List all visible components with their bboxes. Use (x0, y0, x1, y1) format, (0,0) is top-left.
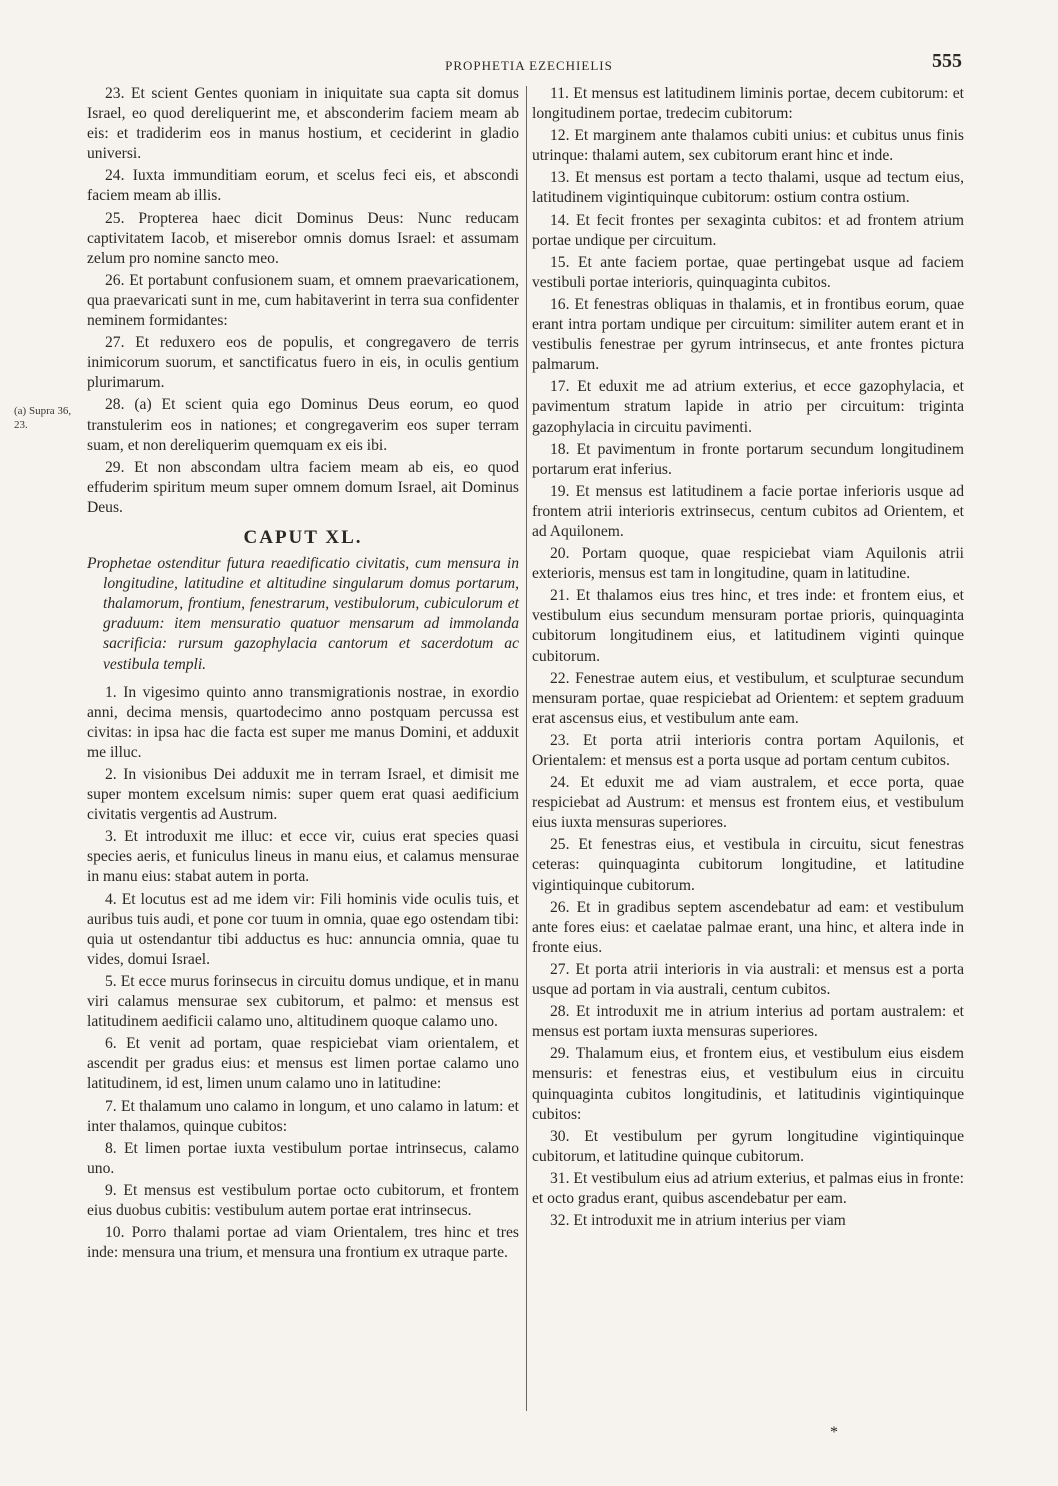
signature-mark: * (830, 1424, 838, 1441)
verse: 17. Et eduxit me ad atrium exterius, et ecce gazophylacia, et pavimentum stratum lapide in atrio per circuitum: triginta gazophylacia in circuitu pavimenti. (532, 378, 964, 436)
verse: 11. Et mensus est latitudinem liminis portae, decem cubitorum: et longitudinem portae, tredecim cubitorum: (532, 85, 964, 123)
verse: 4. Et locutus est ad me idem vir: Fili hominis vide oculis tuis, et auribus tuis audi, et pone cor tuum in omnia, quae ego ostendam tibi: quia ut ostendantur tibi adductus es huc: annuncia omnia, quae tu vides, domui Israel. (87, 890, 519, 968)
verse: 24. Et eduxit me ad viam australem, et ecce porta, quae respiciebat ad Austrum: et mensus est frontem eius, et vestibulum eius iuxta mensuras superiores. (532, 774, 964, 832)
verse: 27. Et porta atrii interioris in via australi: et mensus est a porta usque ad portam in via australi, centum cubitos. (532, 960, 964, 999)
verse: 8. Et limen portae iuxta vestibulum portae intrinsecus, calamo uno. (87, 1139, 519, 1177)
right-column (532, 84, 964, 1233)
verse: 22. Fenestrae autem eius, et vestibulum, et sculpturae secundum mensuram portae, quae respiciebat ad Orientem: et septem graduum erat ascensus eius, et vestibulum ante eam. (532, 669, 964, 727)
verse: 27. Et reduxero eos de populis, et congregavero de terris inimicorum suorum, et sanctificatus fuero in eis, in oculis gentium plurimarum. (87, 334, 519, 392)
running-title: PROPHETIA EZECHIELIS (445, 58, 613, 73)
verse: 29. Et non abscondam ultra faciem meam ab eis, eo quod effuderim spiritum meum super omnem domum Israel, ait Dominus Deus. (87, 458, 519, 516)
verse: 25. Et fenestras eius, et vestibula in circuitu, sicut fenestras ceteras: quinquaginta cubitorum longitudine, et latitudine vigintiquinque cubitorum. (532, 836, 964, 894)
verse: 19. Et mensus est latitudinem a facie portae inferioris usque ad frontem atrii interioris extrinsecus, centum cubitos ad Orientem, et ad Aquilonem. (532, 482, 964, 540)
verse: 23. Et porta atrii interioris contra portam Aquilonis, et Orientalem: et mensus est a porta usque ad portam centum cubitos. (532, 731, 964, 769)
verse: 31. Et vestibulum eius ad atrium exterius, et palmas eius in fronte: et octo gradus erant, quibus ascendebatur per eam. (532, 1169, 964, 1207)
verse: 20. Portam quoque, quae respiciebat viam Aquilonis atrii exterioris, mensus est tam in longitudine, quam in latitudine. (532, 545, 964, 583)
verse: 32. Et introduxit me in atrium interius per viam (550, 1212, 846, 1230)
verse: 26. Et portabunt confusionem suam, et omnem praevaricationem, qua praevaricati sunt in me, cum habitaverint in terra sua confidenter neminem formidantes: (87, 271, 519, 330)
chapter-heading: CAPUT XL. (243, 526, 363, 548)
verse: 23. Et scient Gentes quoniam in iniquitate sua capta sit domus Israel, eo quod dereliquerint me, et absconderim faciem meam ab eis: et tradiderim eos in manus hostium, et ceciderint in gladio universi. (87, 85, 519, 163)
verse: 30. Et vestibulum per gyrum longitudine vigintiquinque cubitorum, et latitudine quinque cubitorum. (532, 1127, 964, 1165)
chapter-summary: Prophetae ostenditur futura reaedificatio civitatis, cum mensura in longitudine, latitudine et altitudine singularum domus portarum, thalamorum, frontium, fenestrarum, vestibulorum, cubiculorum et graduum: item mensuratio quatuor mensarum ad immolanda sacrificia: rursum gazophylacia cantorum et sacerdotum ac vestibula templi. (87, 555, 519, 673)
column-divider (526, 86, 527, 1411)
verse: 2. In visionibus Dei adduxit me in terram Israel, et dimisit me super montem excelsum nimis: super quem erat quasi aedificium civitatis vergentis ad Austrum. (87, 766, 519, 824)
verse: 3. Et introduxit me illuc: et ecce vir, cuius erat species quasi species aeris, et funiculus lineus in manu eius, et calamus mensurae in manu eius: stabat autem in porta. (87, 828, 519, 886)
page-number: 555 (932, 50, 962, 72)
verse: 5. Et ecce murus forinsecus in circuitu domus undique, et in manu viri calamus mensurae sex cubitorum, et palmo: et mensus est latitudinem aedificii calamo uno, altitudinem quoque calamo uno. (87, 972, 519, 1031)
verse: 24. Iuxta immunditiam eorum, et scelus feci eis, et abscondi faciem meam ab illis. (87, 167, 519, 205)
verse: 9. Et mensus est vestibulum portae octo cubitorum, et frontem eius duobus cubitis: vestibulum autem portae erat intrinsecus. (87, 1181, 519, 1219)
verse: 15. Et ante faciem portae, quae pertingebat usque ad faciem vestibuli portae interioris, quinquaginta cubitos. (532, 253, 964, 291)
verse: 10. Porro thalami portae ad viam Orientalem, tres hinc et tres inde: mensura una trium, et mensura una frontium ex utraque parte. (87, 1224, 519, 1262)
left-column (87, 84, 519, 1265)
verse: 6. Et venit ad portam, quae respiciebat viam orientalem, et ascendit per gradus eius: et mensus est limen portae calamo uno latitudinem, id est, limen unum calamo uno in latitudine: (87, 1035, 519, 1093)
verse: 28. Et introduxit me in atrium interius ad portam australem: et mensus est portam iuxta mensuras superiores. (532, 1003, 964, 1041)
verse: 1. In vigesimo quinto anno transmigrationis nostrae, in exordio anni, decima mensis, quartodecimo anno postquam percussa est civitas: in ipsa hac die facta est super me manus Domini, et adduxit me illuc. (87, 683, 519, 761)
verse: 12. Et marginem ante thalamos cubiti unius: et cubitus unus finis utrinque: thalami autem, sex cubitorum erant hinc et inde. (532, 127, 964, 165)
verse: 21. Et thalamos eius tres hinc, et tres inde: et frontem eius, et vestibulum eius secundum mensuram portae prioris, quinquaginta cubitorum longitudinem eius, et latitudinem viginti quinque cubitorum. (532, 587, 964, 665)
verse: 13. Et mensus est portam a tecto thalami, usque ad tectum eius, latitudinem vigintiquinque cubitorum: ostium contra ostium. (532, 169, 964, 207)
verse: 25. Propterea haec dicit Dominus Deus: Nunc reducam captivitatem Iacob, et miserebor omnis domus Israel: et assumam zelum pro nomine sancto meo. (87, 209, 519, 267)
verse: 7. Et thalamum uno calamo in longum, et uno calamo in latum: et inter thalamos, quinque cubitos: (87, 1097, 519, 1135)
verse: 26. Et in gradibus septem ascendebatur ad eam: et vestibulum ante fores eius: et caelatae palmae erant, una hinc, et altera inde in fronte eius. (532, 898, 964, 956)
verse: 29. Thalamum eius, et frontem eius, et vestibulum eius eisdem mensuris: et fenestras eius, et vestibulum eius in circuitu quinquaginta cubitos longitudinis, et latitudinis vigintiquinque cubitos: (532, 1045, 964, 1123)
verse: 28. (a) Et scient quia ego Dominus Deus eorum, eo quod transtulerim eos in nationes; et congregaverim eos super terram suam, et non dereliquerim quemquam ex eis ibi. (87, 396, 519, 454)
verse: 18. Et pavimentum in fronte portarum secundum longitudinem portarum erat inferius. (532, 440, 964, 478)
verse: 16. Et fenestras obliquas in thalamis, et in frontibus eorum, quae erant intra portam undique per circuitum: similiter autem erant et in vestibulis fenestrae per gyrum intrinsecus, et ante frontes pictura palmarum. (532, 295, 964, 374)
marginal-note: (a) Supra 36, 23. (14, 405, 72, 431)
verse: 14. Et fecit frontes per sexaginta cubitos: et ad frontem atrium portae undique per circuitum. (532, 211, 964, 249)
